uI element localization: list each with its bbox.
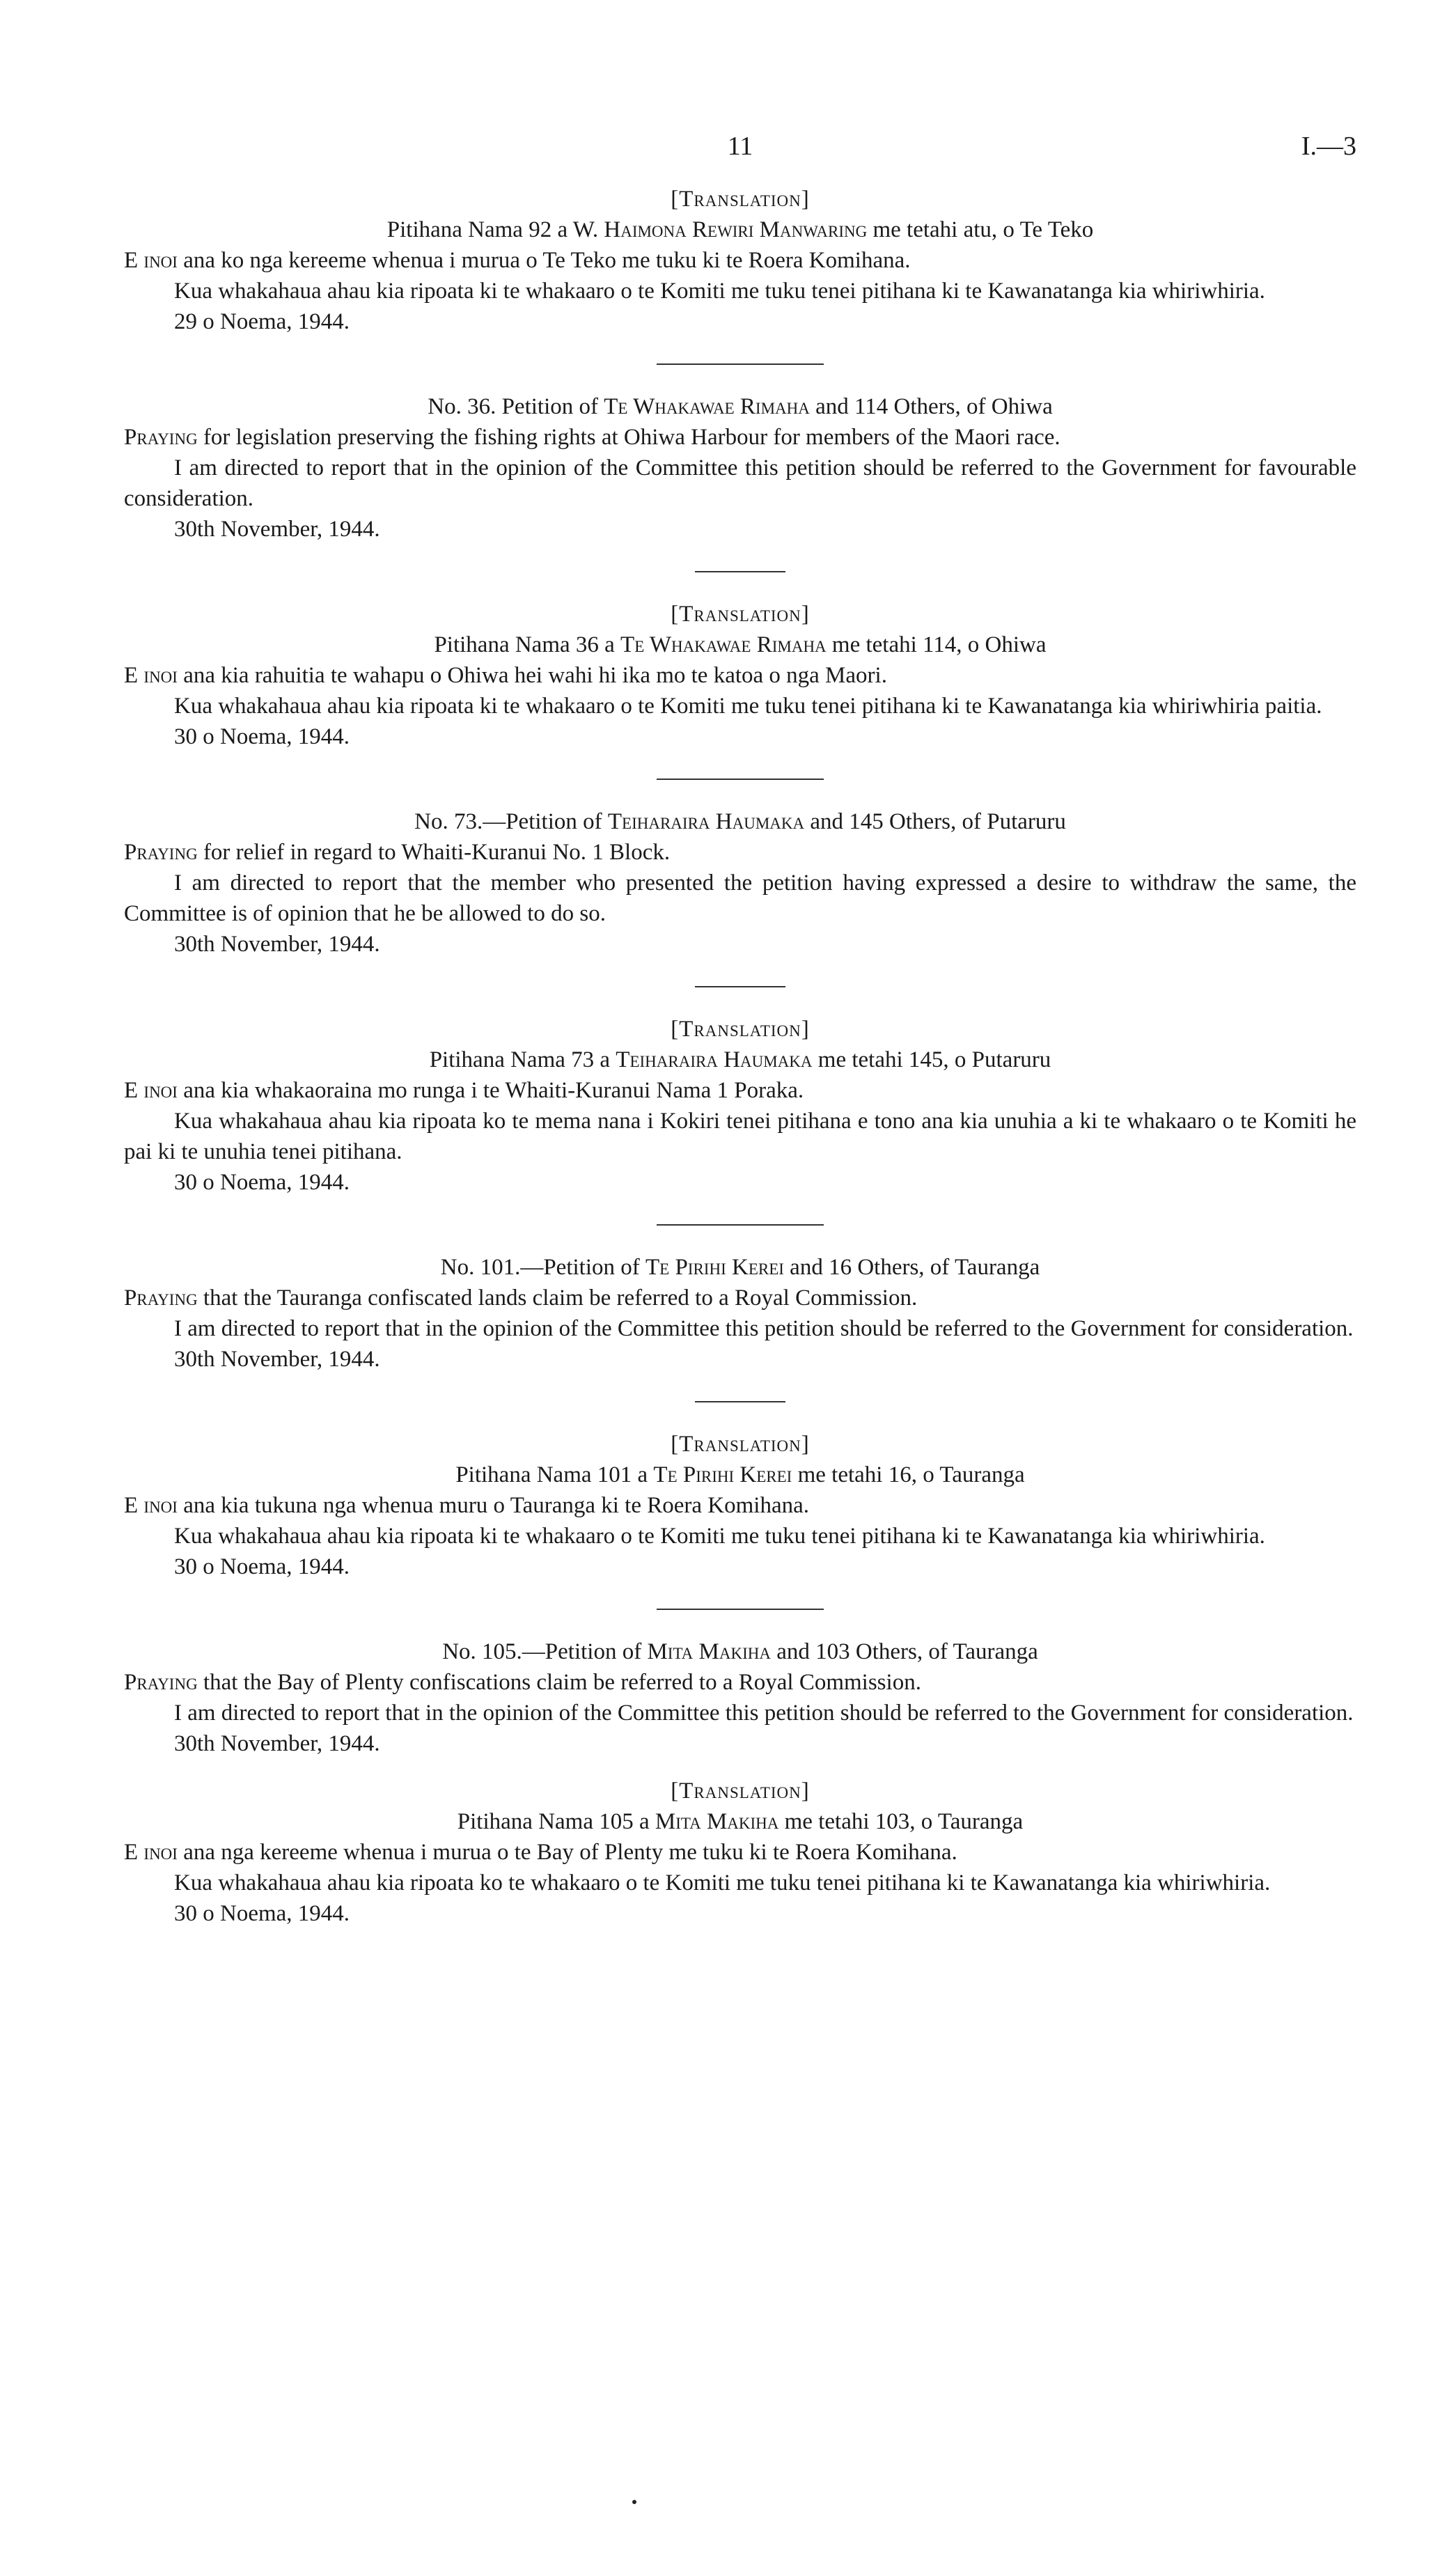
- prayer-text: that the Bay of Plenty confiscations claim be referred to a Royal Commission.: [197, 1670, 921, 1695]
- prayer-paragraph: [124, 837, 1356, 868]
- prayer-paragraph: [124, 1667, 1356, 1698]
- petition-title: [124, 1252, 1356, 1283]
- prayer-lead: E inoi: [124, 1078, 178, 1103]
- report-paragraph: I am directed to report that in the opinion of the Committee this petition should be referred to the Government for favourable consideration.: [124, 455, 1356, 511]
- petitioner-name: Teiharaira Haumaka: [616, 1047, 813, 1072]
- petition-title: [124, 391, 1356, 422]
- report-date: 30th November, 1944.: [174, 1347, 380, 1372]
- section-divider: [695, 1401, 785, 1402]
- petition-title: [124, 214, 1356, 245]
- petitioner-name: Haimona Rewiri Manwaring: [604, 217, 868, 242]
- report-paragraph: Kua whakahaua ahau kia ripoata ki te whakaaro o te Komiti me tuku tenei pitihana ki te Kawanatanga kia whiriwhiria paitia.: [174, 694, 1322, 719]
- report-date: 30th November, 1944.: [174, 932, 380, 957]
- translation-label: [Translation]: [671, 1432, 810, 1457]
- prayer-paragraph: [124, 1837, 1356, 1868]
- page-header: [124, 131, 1356, 170]
- title-prefix: No. 101.—Petition of: [440, 1255, 645, 1280]
- petition-section-73: [124, 806, 1356, 960]
- petition-title: [124, 1045, 1356, 1075]
- petition-title: [124, 630, 1356, 660]
- petitioner-name: Mita Makiha: [647, 1639, 771, 1664]
- report-date: 30th November, 1944.: [174, 1731, 380, 1756]
- report-date: 30 o Noema, 1944.: [174, 1901, 350, 1926]
- spacer: [124, 1759, 1356, 1767]
- title-suffix: me tetahi atu, o Te Teko: [867, 217, 1094, 242]
- section-divider: [657, 1224, 824, 1226]
- petition-section-92-translation: [124, 184, 1356, 337]
- page-number: 11: [727, 132, 753, 161]
- petitioner-name: Te Whakawae Rimaha: [620, 632, 827, 657]
- section-divider: [657, 363, 824, 365]
- report-paragraph: I am directed to report that in the opinion of the Committee this petition should be referred to the Government for consideration.: [174, 1316, 1354, 1341]
- prayer-lead: E inoi: [124, 248, 178, 273]
- section-divider: [657, 1609, 824, 1610]
- title-suffix: and 16 Others, of Tauranga: [783, 1255, 1040, 1280]
- prayer-text: ana kia whakaoraina mo runga i te Whaiti-Kuranui Nama 1 Poraka.: [177, 1078, 804, 1103]
- report-paragraph: Kua whakahaua ahau kia ripoata ki te whakaaro o te Komiti me tuku tenei pitihana ki te Kawanatanga kia whiriwhiria.: [174, 1524, 1265, 1549]
- prayer-lead: Praying: [124, 1285, 198, 1311]
- prayer-lead: Praying: [124, 840, 198, 865]
- prayer-paragraph: [124, 660, 1356, 691]
- report-paragraph: I am directed to report that in the opinion of the Committee this petition should be referred to the Government for consideration.: [174, 1700, 1354, 1726]
- title-suffix: and 114 Others, of Ohiwa: [809, 394, 1053, 419]
- page-dot-mark: [632, 2500, 636, 2504]
- document-page: [124, 131, 1356, 1929]
- petition-section-101: [124, 1252, 1356, 1375]
- petitioner-name: Mita Makiha: [655, 1809, 779, 1834]
- report-paragraph: Kua whakahaua ahau kia ripoata ki te whakaaro o te Komiti me tuku tenei pitihana ki te Kawanatanga kia whiriwhiria.: [174, 279, 1265, 304]
- section-divider: [657, 779, 824, 780]
- translation-label: [Translation]: [671, 602, 810, 627]
- report-date: 30 o Noema, 1944.: [174, 1554, 350, 1579]
- petitioner-name: Teiharaira Haumaka: [607, 809, 805, 834]
- title-prefix: Pitihana Nama 73 a: [429, 1047, 616, 1072]
- prayer-lead: E inoi: [124, 1493, 178, 1518]
- petition-title: [124, 1636, 1356, 1667]
- title-prefix: No. 73.—Petition of: [414, 809, 608, 834]
- report-date: 30 o Noema, 1944.: [174, 1170, 350, 1195]
- prayer-lead: Praying: [124, 1670, 198, 1695]
- prayer-lead: Praying: [124, 425, 198, 450]
- translation-label: [Translation]: [671, 1017, 810, 1042]
- petition-section-105: [124, 1636, 1356, 1759]
- prayer-text: that the Tauranga confiscated lands claim be referred to a Royal Commission.: [197, 1285, 918, 1311]
- prayer-text: for legislation preserving the fishing rights at Ohiwa Harbour for members of the Maori race.: [197, 425, 1060, 450]
- title-prefix: No. 36. Petition of: [428, 394, 604, 419]
- petition-section-36: [124, 391, 1356, 545]
- report-paragraph: Kua whakahaua ahau kia ripoata ko te mema nana i Kokiri tenei pitihana e tono ana kia unuhia a ki te whakaaro o te Komiti he pai ki te unuhia tenei pitihana.: [124, 1109, 1356, 1164]
- report-date: 29 o Noema, 1944.: [174, 309, 350, 334]
- title-prefix: Pitihana Nama 105 a: [457, 1809, 655, 1834]
- translation-label: [Translation]: [671, 187, 810, 212]
- prayer-paragraph: [124, 1075, 1356, 1106]
- petition-section-36-translation: [124, 599, 1356, 752]
- spacer: [124, 1767, 1356, 1776]
- prayer-paragraph: [124, 1283, 1356, 1313]
- title-prefix: Pitihana Nama 36 a: [434, 632, 621, 657]
- prayer-text: for relief in regard to Whaiti-Kuranui No. 1 Block.: [197, 840, 671, 865]
- section-divider: [695, 571, 785, 572]
- title-suffix: and 103 Others, of Tauranga: [770, 1639, 1038, 1664]
- report-date: 30th November, 1944.: [174, 517, 380, 542]
- title-prefix: No. 105.—Petition of: [442, 1639, 648, 1664]
- title-prefix: Pitihana Nama 92 a W.: [386, 217, 604, 242]
- title-suffix: me tetahi 16, o Tauranga: [792, 1462, 1025, 1487]
- title-suffix: me tetahi 114, o Ohiwa: [826, 632, 1047, 657]
- title-suffix: and 145 Others, of Putaruru: [804, 809, 1066, 834]
- prayer-paragraph: [124, 422, 1356, 453]
- prayer-text: ana kia tukuna nga whenua muru o Tauranga ki te Roera Komihana.: [177, 1493, 809, 1518]
- petition-title: [124, 806, 1356, 837]
- petition-section-101-translation: [124, 1429, 1356, 1582]
- report-paragraph: I am directed to report that the member who presented the petition having expressed a desire to withdraw the same, the Committee is of opinion that he be allowed to do so.: [124, 870, 1356, 926]
- prayer-paragraph: [124, 1490, 1356, 1521]
- prayer-lead: E inoi: [124, 1840, 178, 1865]
- prayer-paragraph: [124, 245, 1356, 276]
- report-date: 30 o Noema, 1944.: [174, 724, 350, 749]
- title-suffix: me tetahi 103, o Tauranga: [778, 1809, 1024, 1834]
- petition-section-105-translation: [124, 1776, 1356, 1929]
- document-reference: I.—3: [1301, 132, 1356, 161]
- petition-title: [124, 1806, 1356, 1837]
- petitioner-name: Te Whakawae Rimaha: [604, 394, 810, 419]
- title-prefix: Pitihana Nama 101 a: [455, 1462, 654, 1487]
- title-suffix: me tetahi 145, o Putaruru: [812, 1047, 1051, 1072]
- prayer-text: ana ko nga kereeme whenua i murua o Te Teko me tuku ki te Roera Komihana.: [177, 248, 911, 273]
- prayer-text: ana kia rahuitia te wahapu o Ohiwa hei wahi hi ika mo te katoa o nga Maori.: [177, 663, 887, 688]
- petitioner-name: Te Pirihi Kerei: [645, 1255, 784, 1280]
- prayer-lead: E inoi: [124, 663, 178, 688]
- petition-title: [124, 1460, 1356, 1490]
- report-paragraph: Kua whakahaua ahau kia ripoata ko te whakaaro o te Komiti me tuku tenei pitihana ki te Kawanatanga kia whiriwhiria.: [174, 1870, 1271, 1895]
- section-divider: [695, 986, 785, 987]
- translation-label: [Translation]: [671, 1778, 810, 1804]
- petitioner-name: Te Pirihi Kerei: [653, 1462, 792, 1487]
- prayer-text: ana nga kereeme whenua i murua o te Bay of Plenty me tuku ki te Roera Komihana.: [177, 1840, 957, 1865]
- petition-section-73-translation: [124, 1014, 1356, 1198]
